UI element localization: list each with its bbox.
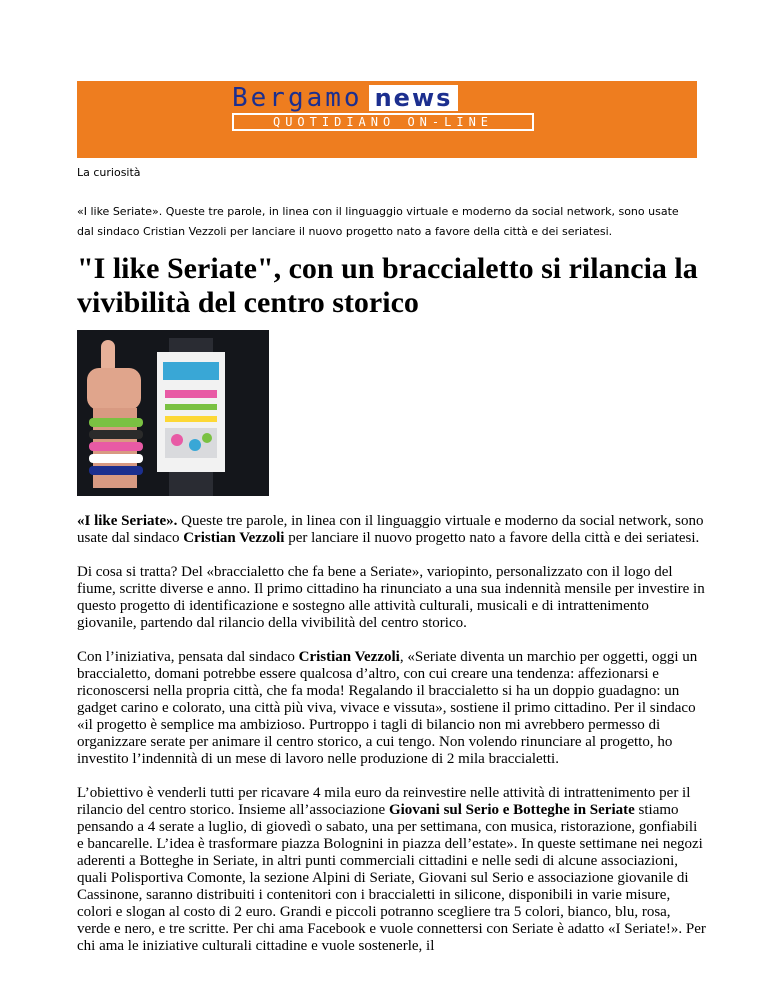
text: L’obiettivo è venderli tutti per ricavare 4 mila euro da reinvestire nelle attività di intrattenimento per il rilancio del centro storico. Insieme all’associazione	[77, 785, 691, 818]
text: Con l’iniziativa, pensata dal sindaco	[77, 649, 299, 665]
bold-text: Cristian Vezzoli	[183, 530, 285, 546]
paragraph-3	[77, 649, 707, 768]
logo-word: Bergamo	[232, 83, 363, 113]
bold-text: Giovani sul Serio e Botteghe in Seriate	[388, 802, 635, 818]
article-headline: "I like Seriate", con un braccialetto si rilancia la vivibilità del centro storico	[77, 252, 698, 319]
paragraph-2: Di cosa si tratta? Del «braccialetto che fa bene a Seriate», variopinto, personalizzato con il logo del fiume, scritte diverse e anno. Il primo cittadino ha rinunciato a una sua indennità mensile per investire in questo progetto di identificazione e sostegno alle attività culturali, musicali e di intrattenimento giovanile, partendo dal rilancio della vivibilità del centro storico.	[77, 564, 705, 631]
text: , «Seriate diventa un marchio per oggetti, oggi un braccialetto, domani potrebbe essere qualcosa d’altro, con cui creare una tendenza: affezionarsi e riconoscersi nella propria città, che fa moda! Regalando il braccialetto si ha un doppio guadagno: un gadget carino e colorato, una città più viva, vivace e vissuta», sostiene il primo cittadino. Per il sindaco «il progetto è semplice ma ambizioso. Purtroppo i tagli di bilancio non mi avrebbero permesso di organizzare serate per animare il centro storico, a cui tengo. Non volendo rinunciare al progetto, ho investito l’indennità di un mese di lavoro nelle produzione di 2 mila braccialetti.	[77, 649, 698, 767]
text: stiamo pensando a 4 serate a luglio, di giovedì o sabato, una per settimana, con musica, ristorazione, gonfiabili e bancarelle. L’idea è trasformare piazza Bolognini in piazza dell’estate». In queste settimane nei negozi aderenti a Botteghe in Seriate, in altri punti commerciali cittadini e nelle sedi di alcune associazioni, quali Polisportiva Comonte, la sezione Alpini di Seriate, Giovani sul Serio e associazione giovanile di Cassinone, saranno distribuiti i contenitori con i braccialetti in silicone, disponibili in varie misure, colori e slogan al costo di 2 euro. Grandi e piccoli potranno scegliere tra 5 colori, bianco, blu, rosa, verde e nero, e tre scritte. Per chi ama Facebook e vuole connettersi con Seriate è adatto «I Seriate!». Per chi ama le iniziative culturali cittadine e vuole sostenerle, il	[77, 802, 706, 954]
article-summary: «I like Seriate». Queste tre parole, in linea con il linguaggio virtuale e moderno da social network, sono usate dal sindaco Cristian Vezzoli per lanciare il nuovo progetto nato a favore della città e dei seriatesi.	[77, 205, 679, 238]
article-kicker: La curiosità	[77, 166, 141, 179]
header-banner	[77, 81, 697, 158]
logo-tagline: QUOTIDIANO ON-LINE	[232, 113, 534, 131]
text: per lanciare il nuovo progetto nato a favore della città e dei seriatesi.	[284, 530, 700, 546]
paragraph-1	[77, 513, 707, 547]
bold-text: Cristian Vezzoli	[298, 649, 400, 665]
paragraph-4	[77, 785, 707, 955]
thumbs-up-bracelets-photo	[77, 330, 269, 496]
bold-text: «I like Seriate».	[77, 513, 178, 529]
logo-news: news	[369, 85, 459, 111]
bergamonews-logo[interactable]	[232, 85, 458, 111]
article-body	[77, 513, 707, 972]
article-photo	[77, 330, 269, 496]
text: Queste tre parole, in linea con il linguaggio virtuale e moderno da social network, sono usate dal sindaco	[77, 513, 704, 546]
